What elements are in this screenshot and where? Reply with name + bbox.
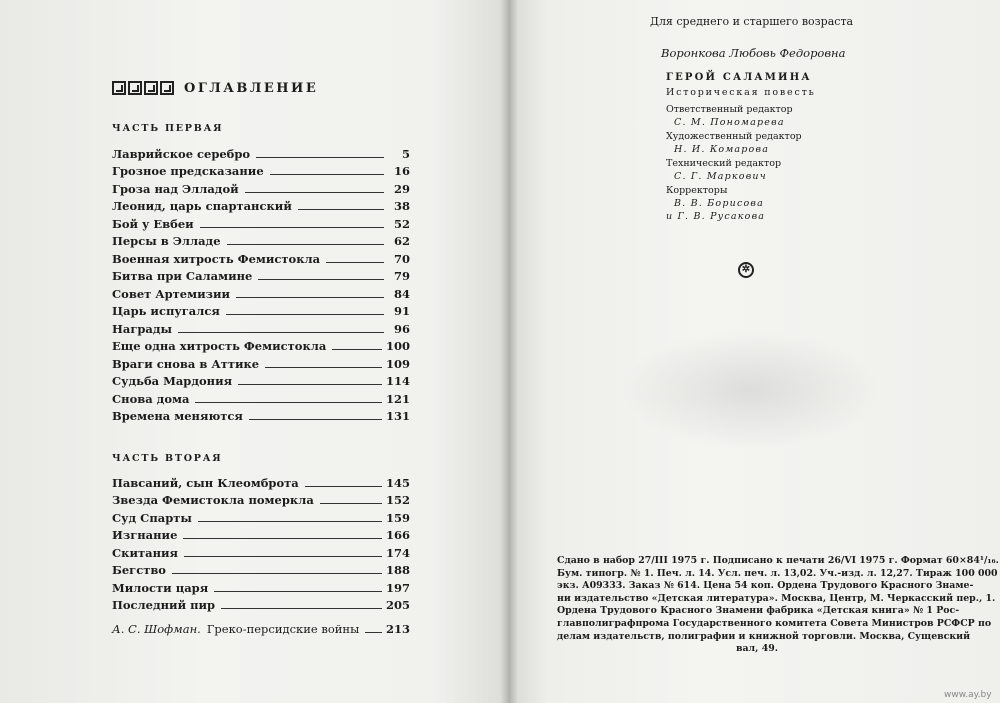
- toc-entry: [112, 507, 410, 525]
- leader-line: [298, 209, 384, 210]
- watermark: www.ay.by: [944, 690, 992, 700]
- toc-entry: [112, 353, 410, 371]
- imprint-line: Бум. типогр. № 1. Печ. л. 14. Усл. печ. л. 13,02. Уч.-изд. л. 12,27. Тираж 100 000: [557, 567, 998, 579]
- toc-entry-title: Изгнание: [112, 528, 178, 542]
- age-note: Для среднего и старшего возраста: [650, 15, 854, 28]
- toc-title: ОГЛАВЛЕНИЕ: [184, 80, 319, 96]
- toc-entry-title: Царь испугался: [112, 304, 220, 318]
- toc-entry-page: 159: [385, 510, 410, 525]
- leader-line: [320, 503, 382, 504]
- leader-line: [256, 157, 384, 158]
- credit-name: и Г. В. Русакова: [666, 211, 766, 222]
- toc-entry: [112, 542, 410, 560]
- toc-entry: [112, 213, 410, 231]
- toc-list-part-two: [112, 472, 410, 612]
- toc-entry-title: Бой у Евбеи: [112, 216, 194, 231]
- imprint-block: [557, 555, 999, 656]
- appendix-title: Греко-персидские войны: [206, 621, 360, 636]
- imprint-line: экз. А09333. Заказ № 614. Цена 54 коп. Ордена Трудового Красного Знаме-: [557, 580, 974, 592]
- leader-line: [258, 279, 384, 280]
- imprint-line: главполиграфпрома Государственного комитета Совета Министров РСФСР по: [557, 617, 992, 629]
- toc-entry-title: Бегство: [112, 563, 166, 577]
- toc-entry-page: 121: [385, 391, 410, 406]
- toc-entry-page: 62: [393, 234, 410, 248]
- toc-entry-title: Военная хитрость Фемистокла: [112, 251, 321, 266]
- toc-entry-appendix: [112, 618, 410, 636]
- author-name: Воронкова Любовь Федоровна: [661, 46, 846, 60]
- toc-entry-page: 96: [393, 321, 410, 336]
- toc-entry-title: Времена меняются: [112, 409, 243, 423]
- credit-name: С. М. Пономарева: [674, 117, 785, 128]
- leader-line: [183, 538, 382, 539]
- toc-entry: [112, 178, 410, 196]
- book-gutter: [500, 0, 518, 703]
- toc-entry-title: Леонид, царь спартанский: [112, 199, 292, 213]
- toc-entry-title: Враги снова в Аттике: [112, 356, 260, 371]
- leader-line: [227, 244, 384, 245]
- toc-entry: [112, 318, 410, 336]
- credit-role: Корректоры: [666, 185, 728, 196]
- toc-entry: [112, 143, 410, 161]
- toc-entry: [112, 490, 410, 508]
- toc-entry-page: 205: [385, 598, 410, 612]
- book-title: ГЕРОЙ САЛАМИНА: [666, 72, 812, 83]
- leader-line: [332, 349, 382, 350]
- appendix-page: 213: [385, 621, 410, 636]
- toc-entry: [112, 388, 410, 406]
- toc-list-part-one: [112, 143, 410, 423]
- toc-entry-title: Скитания: [112, 545, 179, 560]
- part-two-title: ЧАСТЬ ВТОРАЯ: [112, 453, 223, 464]
- appendix-author: А. С. Шофман.: [112, 621, 201, 636]
- imprint-line: вал, 49.: [735, 643, 779, 655]
- toc-entry: [112, 161, 410, 179]
- credit-name: С. Г. Маркович: [674, 171, 767, 182]
- toc-entry-title: Грозное предсказание: [112, 164, 264, 178]
- leader-line: [178, 332, 384, 333]
- toc-entry-page: 131: [385, 409, 410, 423]
- toc-entry-title: Награды: [112, 321, 173, 336]
- toc-entry-page: 174: [385, 545, 410, 560]
- toc-entry: [112, 248, 410, 266]
- credit-name: Н. И. Комарова: [674, 144, 770, 155]
- leader-line: [200, 227, 384, 228]
- toc-entry: [112, 406, 410, 424]
- toc-entry-page: 188: [385, 563, 410, 577]
- toc-entry-title: Милости царя: [112, 580, 209, 595]
- toc-entry: [112, 371, 410, 389]
- credit-name: В. В. Борисова: [674, 198, 764, 209]
- toc-entry-page: 91: [393, 304, 410, 318]
- credit-role: Технический редактор: [666, 158, 782, 169]
- toc-entry-page: 79: [393, 269, 410, 283]
- greek-meander-ornament-icon: [112, 81, 174, 95]
- toc-entry: [112, 595, 410, 613]
- toc-entry: [112, 231, 410, 249]
- leader-line: [184, 556, 382, 557]
- toc-entry: [112, 525, 410, 543]
- leader-line: [365, 632, 382, 633]
- toc-entry-page: 84: [393, 286, 410, 301]
- toc-entry-title: Снова дома: [112, 391, 190, 406]
- toc-entry-title: Судьба Мардония: [112, 374, 233, 388]
- toc-entry: [112, 196, 410, 214]
- leader-line: [198, 521, 382, 522]
- leader-line: [326, 262, 384, 263]
- leader-line: [238, 384, 382, 385]
- toc-entry-page: 70: [393, 251, 410, 266]
- imprint-line: Ордена Трудового Красного Знамени фабрика «Детская книга» № 1 Рос-: [557, 605, 960, 617]
- leader-line: [270, 174, 384, 175]
- toc-entry-title: Еще одна хитрость Фемистокла: [112, 339, 327, 353]
- leader-line: [245, 192, 384, 193]
- toc-entry-page: 52: [393, 216, 410, 231]
- toc-entry: [112, 336, 410, 354]
- leader-line: [265, 367, 382, 368]
- credit-role: Ответственный редактор: [666, 104, 793, 115]
- toc-entry-title: Последний пир: [112, 598, 216, 612]
- toc-entry-page: 166: [385, 528, 410, 542]
- imprint-line: ни издательство «Детская литература». Москва, Центр, М. Черкасский пер., 1.: [557, 592, 996, 604]
- toc-entry: [112, 266, 410, 284]
- toc-entry-title: Персы в Элладе: [112, 234, 221, 248]
- toc-appendix: [112, 618, 410, 636]
- toc-entry-page: 114: [385, 374, 410, 388]
- toc-heading: [112, 75, 318, 101]
- page-crease-shadow: [620, 330, 880, 450]
- toc-entry-title: Лаврийское серебро: [112, 146, 251, 161]
- toc-entry-title: Гроза над Элладой: [112, 181, 239, 196]
- toc-entry-title: Суд Спарты: [112, 510, 192, 525]
- publisher-emblem-icon: ✲: [738, 262, 754, 278]
- toc-entry-title: Звезда Фемистокла померкла: [112, 493, 314, 507]
- leader-line: [214, 591, 382, 592]
- toc-entry-title: Павсаний, сын Клеомброта: [112, 475, 299, 490]
- imprint-line: делам издательств, полиграфии и книжной торговли. Москва, Сущевский: [557, 630, 971, 642]
- part-one-title: ЧАСТЬ ПЕРВАЯ: [112, 123, 224, 134]
- imprint-line: Сдано в набор 27/III 1975 г. Подписано к печати 26/VI 1975 г. Формат 60×84¹/₁₆.: [557, 555, 999, 566]
- leader-line: [236, 297, 384, 298]
- book-subtitle: Историческая повесть: [666, 87, 816, 98]
- toc-entry-title: Битва при Саламине: [112, 269, 253, 283]
- toc-entry: [112, 560, 410, 578]
- toc-entry-page: 197: [385, 580, 410, 595]
- toc-entry-page: 29: [393, 181, 410, 196]
- toc-entry: [112, 301, 410, 319]
- toc-entry-page: 5: [401, 146, 410, 161]
- leader-line: [195, 402, 382, 403]
- toc-entry: [112, 283, 410, 301]
- leader-line: [226, 314, 384, 315]
- toc-entry-page: 38: [393, 199, 410, 213]
- toc-entry: [112, 472, 410, 490]
- leader-line: [249, 419, 382, 420]
- toc-entry-page: 109: [385, 356, 410, 371]
- toc-entry-title: Совет Артемизии: [112, 286, 231, 301]
- toc-entry-page: 16: [393, 164, 410, 178]
- leader-line: [305, 486, 382, 487]
- credit-role: Художественный редактор: [666, 131, 802, 142]
- leader-line: [221, 608, 382, 609]
- toc-entry-page: 145: [385, 475, 410, 490]
- toc-entry: [112, 577, 410, 595]
- leader-line: [172, 573, 382, 574]
- toc-entry-page: 100: [385, 339, 410, 353]
- toc-entry-page: 152: [385, 493, 410, 507]
